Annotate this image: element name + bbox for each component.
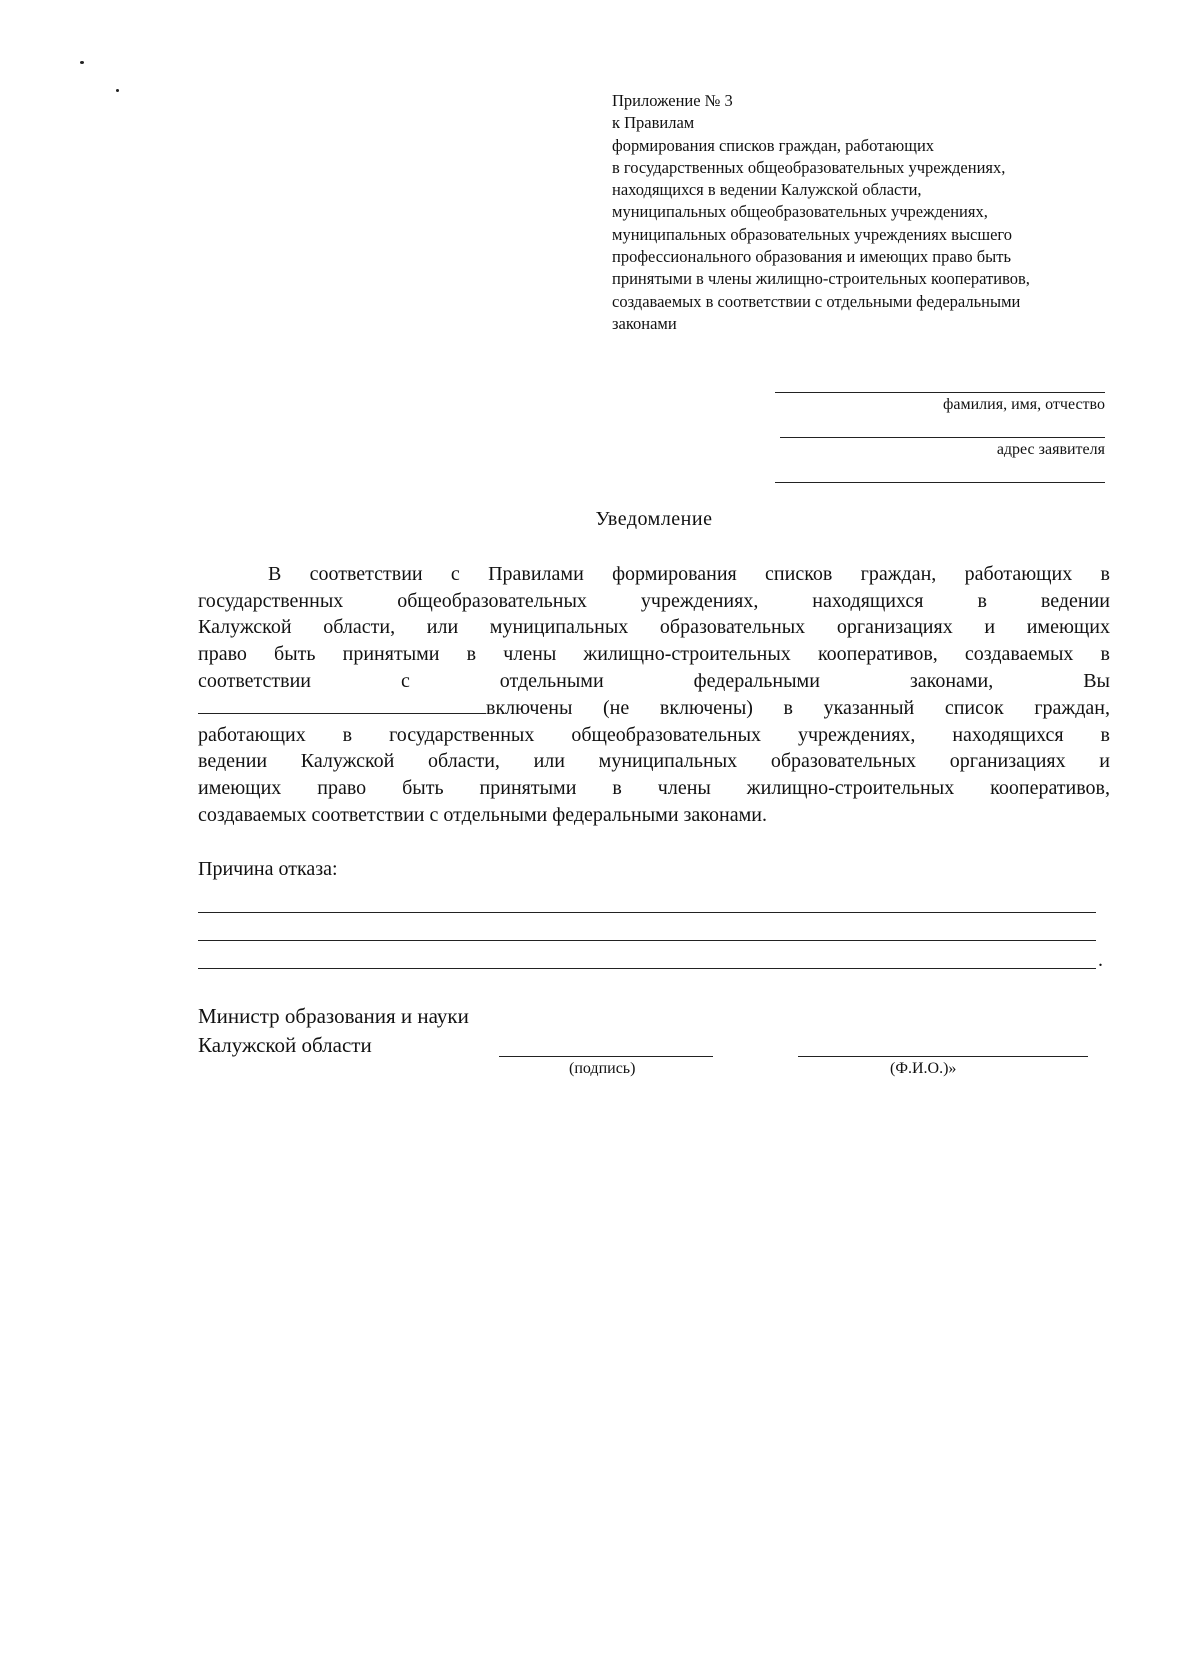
- body-line: соответствии с отдельными федеральными законами, Вы: [198, 670, 1110, 692]
- signature-caption: (подпись): [569, 1060, 636, 1077]
- reason-end-dot: .: [1098, 949, 1103, 971]
- document-title: Уведомление: [595, 508, 713, 530]
- signer-position-line: Калужской области: [198, 1033, 372, 1057]
- reason-line[interactable]: [198, 912, 1096, 913]
- reason-line[interactable]: [198, 940, 1096, 941]
- name-blank-field[interactable]: [198, 695, 486, 714]
- addressee-address-caption: адрес заявителя: [996, 441, 1105, 458]
- reason-label: Причина отказа:: [198, 858, 338, 880]
- annex-line: находящихся в ведении Калужской области,: [612, 180, 922, 200]
- annex-line: законами: [612, 313, 677, 333]
- body-line: Калужской области, или муниципальных образовательных организациях и имеющих: [198, 616, 1110, 638]
- body-line: государственных общеобразовательных учреждениях, находящихся в ведении: [198, 590, 1110, 612]
- annex-header: [612, 90, 1132, 335]
- annex-line: создаваемых в соответствии с отдельными федеральными: [612, 291, 1021, 311]
- annex-line: муниципальных общеобразовательных учреждениях,: [612, 202, 988, 222]
- addressee-name-caption: фамилия, имя, отчество: [943, 396, 1105, 413]
- body-line-with-blank: [198, 695, 1110, 722]
- full-name-caption: (Ф.И.О.)»: [890, 1060, 957, 1077]
- reason-line[interactable]: [198, 968, 1096, 969]
- body-line: имеющих право быть принятыми в члены жилищно-строительных кооперативов,: [198, 777, 1110, 799]
- addressee-name-line[interactable]: [775, 392, 1105, 393]
- body-line-fragment: включены (не включены) в указанный список граждан,: [486, 697, 1110, 719]
- signer-position-line: Министр образования и науки: [198, 1004, 469, 1028]
- full-name-line[interactable]: [798, 1056, 1088, 1057]
- body-line: В соответствии с Правилами формирования списков граждан, работающих в: [268, 563, 1110, 585]
- annex-line: к Правилам: [612, 113, 695, 133]
- addressee-extra-line[interactable]: [775, 482, 1105, 483]
- annex-line: Приложение № 3: [612, 91, 733, 110]
- annex-line: профессионального образования и имеющих право быть: [612, 247, 1011, 267]
- annex-line: в государственных общеобразовательных учреждениях,: [612, 157, 1006, 177]
- body-line: работающих в государственных общеобразовательных учреждениях, находящихся в: [198, 724, 1110, 746]
- body-line: создаваемых соответствии с отдельными федеральными законами.: [198, 804, 767, 826]
- annex-line: принятыми в члены жилищно-строительных кооперативов,: [612, 269, 1030, 289]
- annex-line: муниципальных образовательных учреждениях высшего: [612, 224, 1013, 244]
- scan-speck: [116, 89, 119, 92]
- addressee-address-line[interactable]: [780, 437, 1105, 438]
- body-line: право быть принятыми в члены жилищно-строительных кооперативов, создаваемых в: [198, 643, 1110, 665]
- annex-line: формирования списков граждан, работающих: [612, 135, 935, 155]
- body-line: ведении Калужской области, или муниципальных образовательных организациях и: [198, 750, 1110, 772]
- signature-line[interactable]: [499, 1056, 713, 1057]
- scan-speck: [80, 61, 84, 64]
